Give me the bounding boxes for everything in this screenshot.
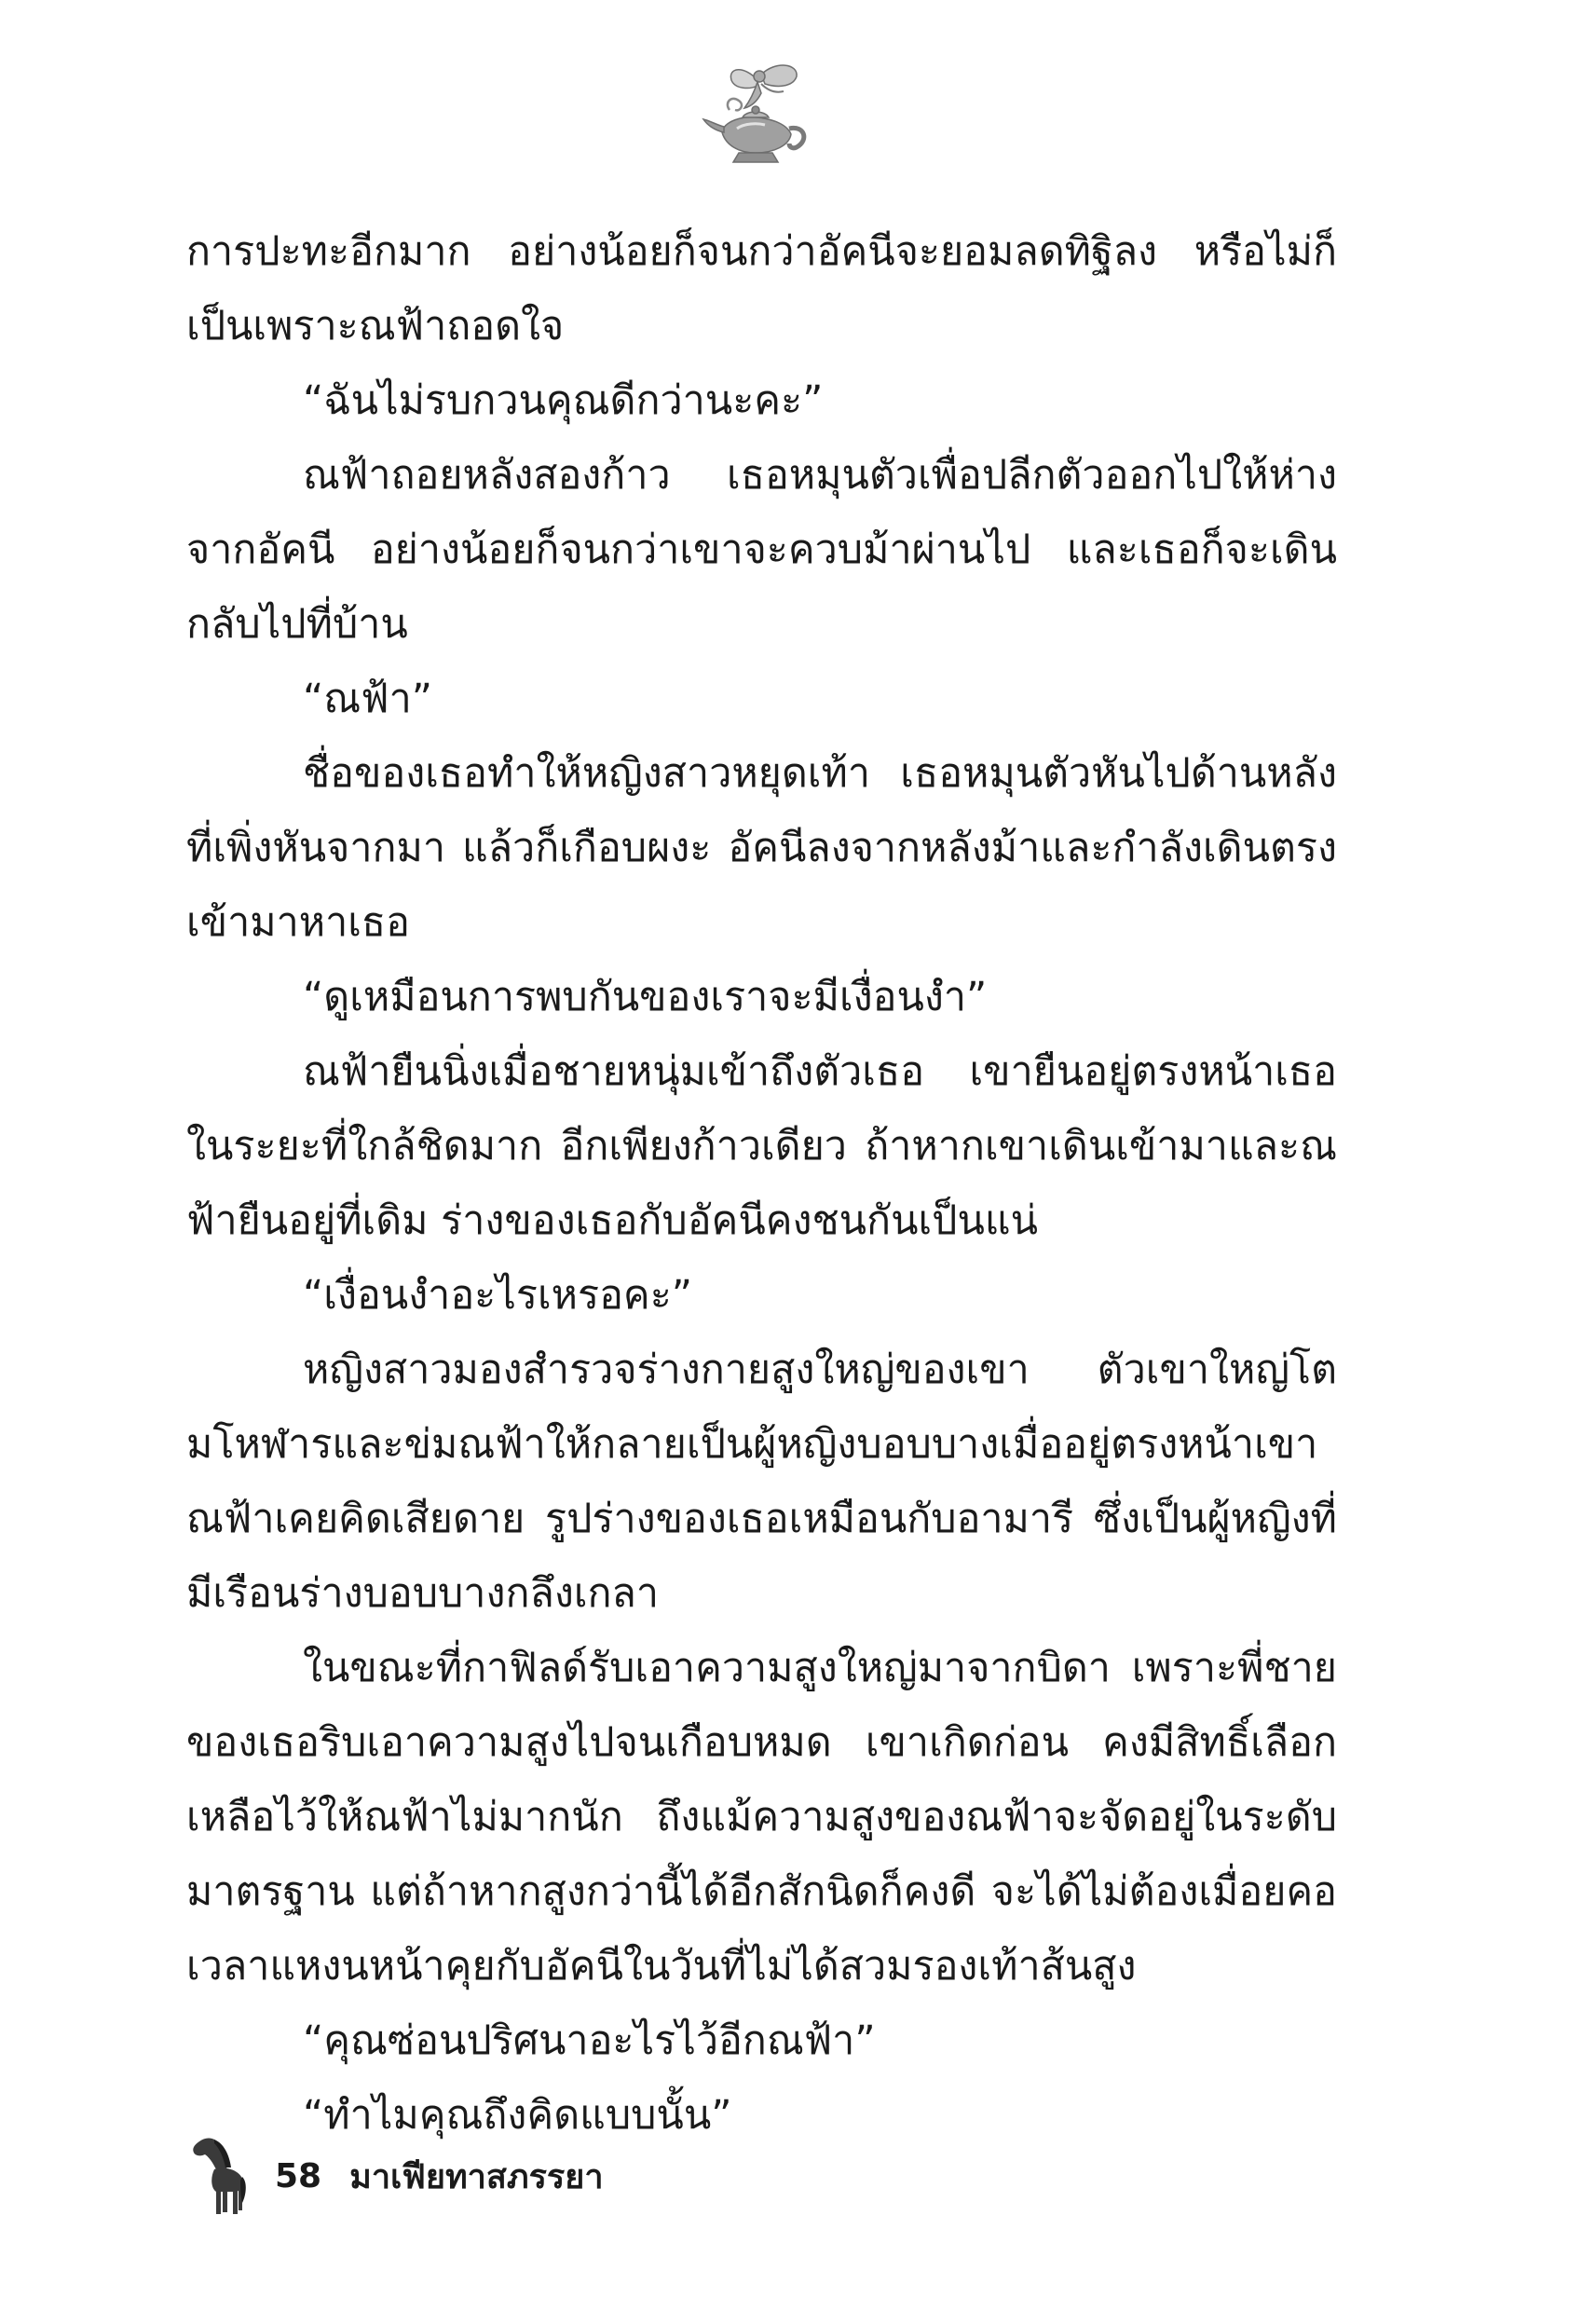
paragraph: “ณฟ้า” [303, 676, 433, 722]
paragraph: หญิงสาวมองสำรวจร่างกายสูงใหญ่ของเขา ตัวเขาใหญ่โตมโหฬารและข่มณฟ้าให้กลายเป็นผู้หญิงบอบบางเมื่ออยู่ตรงหน้าเขา ณฟ้าเคยคิดเสียดาย รูปร่างของเธอเหมือนกับอามารี ซึ่งเป็นผู้หญิงที่มีเรือนร่างบอบบางกลึงเกลา [186, 1347, 1337, 1617]
page-footer [186, 2134, 604, 2218]
paragraph: “ฉันไม่รบกวนคุณดีกว่านะคะ” [303, 377, 824, 424]
page-number: 58 [275, 2156, 322, 2195]
paragraph: การปะทะอีกมาก อย่างน้อยก็จนกว่าอัคนีจะยอมลดทิฐิลง หรือไม่ก็เป็นเพราะณฟ้าถอดใจ [186, 228, 1337, 349]
horse-icon [186, 2134, 247, 2218]
paragraph: ณฟ้ายืนนิ่งเมื่อชายหนุ่มเข้าถึงตัวเธอ เขายืนอยู่ตรงหน้าเธอในระยะที่ใกล้ชิดมาก อีกเพียงก้าวเดียว ถ้าหากเขาเดินเข้ามาและณฟ้ายืนอยู่ที่เดิม ร่างของเธอกับอัคนีคงชนกันเป็นแน่ [186, 1048, 1337, 1244]
paragraph: “เงื่อนงำอะไรเหรอคะ” [303, 1272, 693, 1319]
paragraph: ณฟ้าถอยหลังสองก้าว เธอหมุนตัวเพื่อปลีกตัวออกไปให้ห่างจากอัคนี อย่างน้อยก็จนกว่าเขาจะควบม้าผ่านไป และเธอก็จะเดินกลับไปที่บ้าน [186, 452, 1337, 648]
paragraph: “ดูเหมือนการพบกันของเราจะมีเงื่อนงำ” [303, 974, 988, 1020]
book-title: มาเฟียทาสภรรยา [349, 2157, 604, 2196]
fairy-teapot-icon [696, 56, 817, 177]
paragraph: “คุณซ่อนปริศนาอะไรไว้อีกณฟ้า” [303, 2017, 876, 2064]
body-text [186, 214, 1337, 2153]
paragraph: “ทำไมคุณถึงคิดแบบนั้น” [303, 2092, 732, 2139]
paragraph: ชื่อของเธอทำให้หญิงสาวหยุดเท้า เธอหมุนตัวหันไปด้านหลังที่เพิ่งหันจากมา แล้วก็เกือบผงะ อัคนีลงจากหลังม้าและกำลังเดินตรงเข้ามาหาเธอ [186, 750, 1337, 946]
paragraph: ในขณะที่กาฟิลด์รับเอาความสูงใหญ่มาจากบิดา เพราะพี่ชายของเธอริบเอาความสูงไปจนเกือบหมด เขาเกิดก่อน คงมีสิทธิ์เลือกเหลือไว้ให้ณฟ้าไม่มากนัก ถึงแม้ความสูงของณฟ้าจะจัดอยู่ในระดับมาตรฐาน แต่ถ้าหากสูงกว่านี้ได้อีกสักนิดก็คงดี จะได้ไม่ต้องเมื่อยคอเวลาแหงนหน้าคุยกับอัคนีในวันที่ไม่ได้สวมรองเท้าส้นสูง [186, 1645, 1337, 1990]
